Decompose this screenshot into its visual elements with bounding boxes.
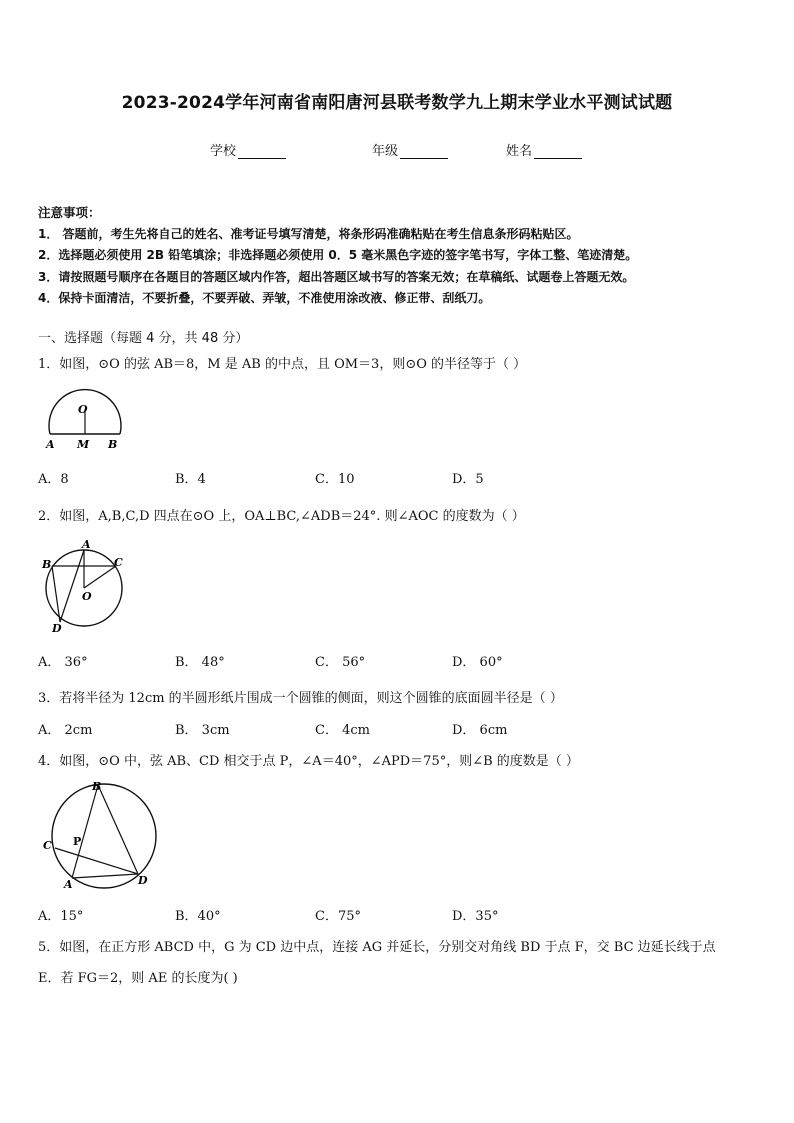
figure-label: A — [82, 538, 91, 551]
section-heading: 一、选择题（每题 4 分，共 48 分） — [38, 331, 249, 346]
note-item: 1． 答题前，考生先将自己的姓名、准考证号填写清楚，将条形码准确粘贴在考生信息条形码粘贴区。 — [38, 226, 579, 241]
option-b[interactable]: B．40° — [175, 909, 221, 924]
question-4-figure — [38, 778, 160, 896]
name-field[interactable] — [506, 140, 582, 159]
figure-label: M — [77, 438, 90, 451]
option-a[interactable]: A．15° — [38, 909, 84, 924]
figure-label: B — [108, 438, 118, 451]
option-c[interactable]: C． 4cm — [315, 723, 370, 738]
notes-block — [38, 202, 637, 310]
figure-label: C — [43, 839, 52, 852]
option-d[interactable]: D． 6cm — [452, 723, 508, 738]
note-item: 2．选择题必须使用 2B 铅笔填涂；非选择题必须使用 0．5 毫米黑色字迹的签字笔书写，字体工整、笔迹清楚。 — [38, 248, 638, 262]
question-5-stem-line-2: E．若 FG＝2，则 AE 的长度为( ) — [38, 971, 238, 986]
figure-label: B — [42, 558, 52, 571]
option-b[interactable]: B． 48° — [175, 655, 225, 670]
question-4-stem: 4．如图，⊙O 中，弦 AB、CD 相交于点 P，∠A＝40°，∠APD＝75°，则∠B 的度数是（ ） — [38, 754, 579, 769]
figure-label: A — [64, 878, 73, 891]
figure-label: D — [52, 622, 62, 634]
name-blank[interactable] — [534, 145, 582, 159]
option-b[interactable]: B．4 — [175, 472, 206, 487]
option-d[interactable]: D．35° — [452, 909, 499, 924]
question-1-stem: 1．如图，⊙O 的弦 AB＝8，M 是 AB 的中点，且 OM＝3，则⊙O 的半径等于（ ） — [38, 357, 527, 372]
note-item: 4．保持卡面清洁，不要折叠，不要弄破、弄皱，不准使用涂改液、修正带、刮纸刀。 — [38, 291, 491, 305]
option-d[interactable]: D．5 — [452, 472, 484, 487]
question-2-figure — [38, 536, 128, 638]
name-label: 姓名 — [506, 144, 533, 159]
question-2-stem: 2．如图，A,B,C,D 四点在⊙O 上，OA⊥BC,∠ADB＝24°. 则∠AOC 的度数为（ ） — [38, 509, 525, 524]
notes-heading: 注意事项： — [38, 205, 101, 220]
figure-label: C — [114, 556, 123, 569]
question-3-stem: 3．若将半径为 12cm 的半圆形纸片围成一个圆锥的侧面，则这个圆锥的底面圆半径是（ ） — [38, 691, 563, 706]
figure-label: A — [46, 438, 55, 451]
option-d[interactable]: D． 60° — [452, 655, 503, 670]
option-c[interactable]: C． 56° — [315, 655, 366, 670]
grade-label: 年级 — [372, 144, 399, 159]
figure-label: O — [82, 590, 92, 603]
figure-label: D — [138, 874, 148, 887]
figure-label: O — [78, 403, 88, 416]
option-b[interactable]: B． 3cm — [175, 723, 230, 738]
grade-field[interactable] — [372, 140, 448, 159]
option-a[interactable]: A．8 — [38, 472, 69, 487]
option-a[interactable]: A． 36° — [38, 655, 88, 670]
option-c[interactable]: C．75° — [315, 909, 361, 924]
option-a[interactable]: A． 2cm — [38, 723, 93, 738]
question-5-stem-line-1: 5．如图，在正方形 ABCD 中，G 为 CD 边中点，连接 AG 并延长，分别交对角线 BD 于点 F，交 BC 边延长线于点 — [38, 940, 716, 955]
page-title: 2023-2024学年河南省南阳唐河县联考数学九上期末学业水平测试试题 — [121, 93, 673, 113]
grade-blank[interactable] — [400, 145, 448, 159]
option-c[interactable]: C．10 — [315, 472, 355, 487]
figure-label: P — [73, 835, 82, 848]
figure-label: B — [92, 780, 102, 793]
school-blank[interactable] — [238, 145, 286, 159]
school-label: 学校 — [210, 144, 237, 159]
question-1-figure — [40, 382, 130, 456]
note-item: 3．请按照题号顺序在各题目的答题区域内作答，超出答题区域书写的答案无效；在草稿纸、试题卷上答题无效。 — [38, 269, 635, 284]
school-field[interactable] — [210, 140, 286, 159]
